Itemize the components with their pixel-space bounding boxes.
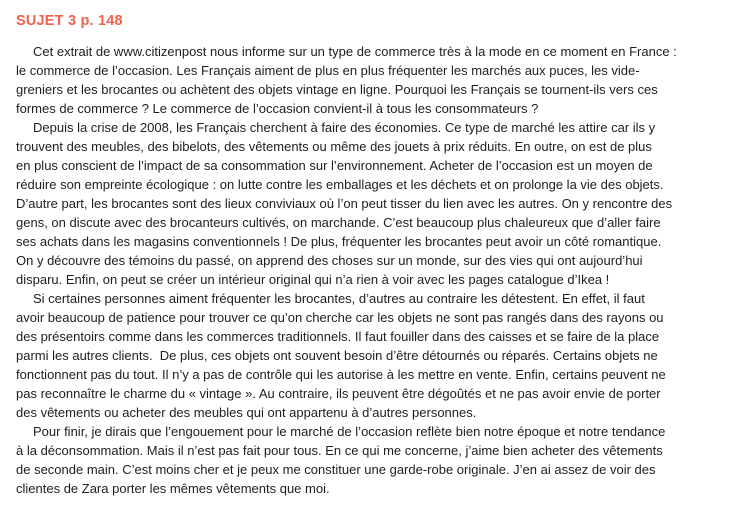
text-line: gens, on discute avec des brocanteurs cultivés, on marchande. C’est beaucoup plus chaleureux que d’aller faire — [16, 215, 661, 230]
text-line: à la déconsommation. Mais il n’est pas fait pour tous. En ce qui me concerne, j’aime bien acheter des vêtements — [16, 443, 663, 458]
text-line: ses achats dans les magasins conventionnels ! De plus, fréquenter les brocantes peut avoir un côté romantique. — [16, 234, 662, 249]
text-line: formes de commerce ? Le commerce de l’occasion convient-il à tous les consommateurs ? — [16, 101, 539, 116]
text-line: des présentoirs comme dans les commerces traditionnels. Il faut fouiller dans des caisses et se faire de la place — [16, 329, 660, 344]
text-line: pas reconnaître le charme du « vintage ». Au contraire, ils peuvent être dégoûtés et ne pas avoir envie de porter — [16, 386, 661, 401]
text-line: en plus conscient de l’impact de sa consommation sur l’environnement. Acheter de l’occasion est un moyen de — [16, 158, 653, 173]
text-line: Pour finir, je dirais que l’engouement pour le marché de l’occasion reflète bien notre époque et notre tendance — [33, 424, 666, 439]
text-line: de seconde main. C’est moins cher et je peux me constituer une garde-robe originale. J’en ai assez de voir des — [16, 462, 656, 477]
text-line: le commerce de l’occasion. Les Français aiment de plus en plus fréquenter les marchés aux puces, les vide- — [16, 63, 640, 78]
text-line: fonctionnent pas du tout. Il n’y a pas de contrôle qui les autorise à les mettre en vente. Enfin, certains peuvent ne — [16, 367, 666, 382]
text-line: des vêtements ou acheter des meubles qui ont appartenu à d’autres personnes. — [16, 405, 477, 420]
text-line: Cet extrait de www.citizenpost nous informe sur un type de commerce très à la mode en ce moment en France : — [33, 44, 677, 59]
page-title: SUJET 3 p. 148 — [16, 13, 123, 29]
text-line: trouvent des meubles, des bibelots, des vêtements ou même des jouets à prix réduits. En outre, on est de plus — [16, 139, 652, 154]
text-line: parmi les autres clients. De plus, ces objets ont souvent besoin d’être détournés ou réparés. Certains objets ne — [16, 348, 658, 363]
text-line: disparu. Enfin, on peut se créer un intérieur original qui n’a rien à voir avec les pages catalogue d’Ikea ! — [16, 272, 610, 287]
text-line: réduire son empreinte écologique : on lutte contre les emballages et les déchets et on prolonge la vie des objets. — [16, 177, 664, 192]
text-line: On y découvre des témoins du passé, on apprend des choses sur un monde, sur des vies qui ont aujourd’hui — [16, 253, 643, 268]
text-line: avoir beaucoup de patience pour trouver ce qu’on cherche car les objets ne sont pas rangés dans des rayons ou — [16, 310, 664, 325]
text-line: Si certaines personnes aiment fréquenter les brocantes, d’autres au contraire les détestent. En effet, il faut — [33, 291, 645, 306]
text-line: D’autre part, les brocantes sont des lieux conviviaux où l’on peut tisser du lien avec les autres. On y rencontre des — [16, 196, 673, 211]
text-line: clientes de Zara porter les mêmes vêtements que moi. — [16, 481, 330, 496]
article-body — [16, 42, 736, 498]
text-line: greniers et les brocantes ou achètent des objets vintage en ligne. Pourquoi les Français se tournent-ils vers ces — [16, 82, 658, 97]
text-line: Depuis la crise de 2008, les Français cherchent à faire des économies. Ce type de marché les attire car ils y — [33, 120, 656, 135]
